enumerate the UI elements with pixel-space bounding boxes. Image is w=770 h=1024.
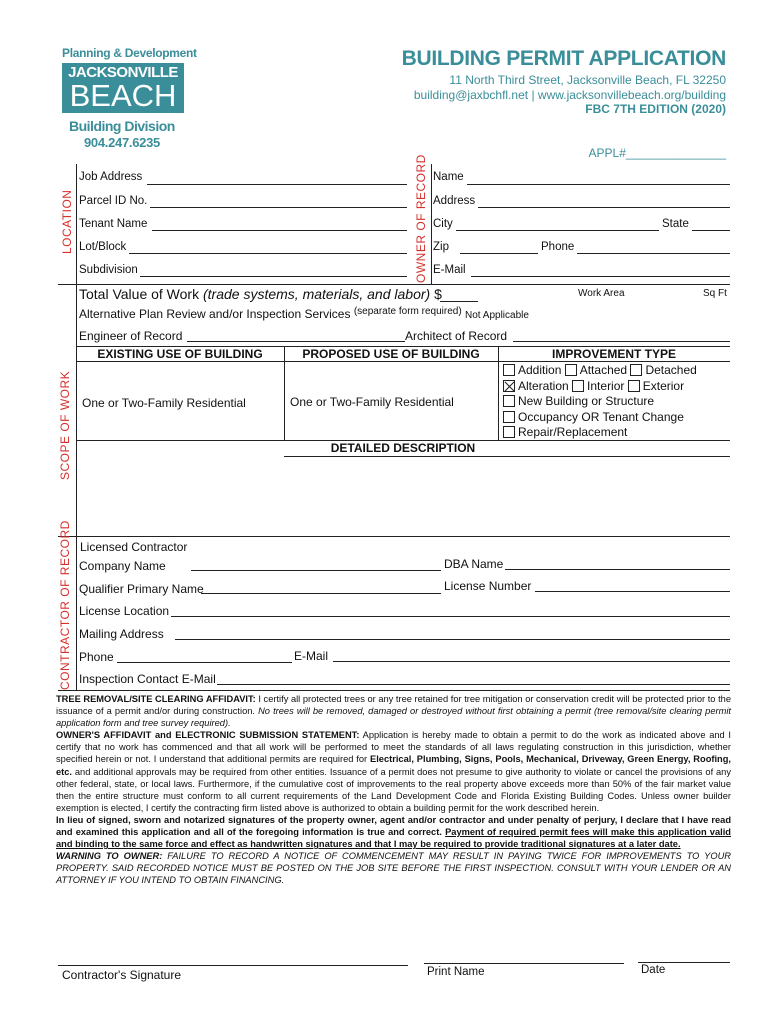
tree-affidavit-text: I certify all protected trees or any tree retained for tree mitigation or conservation credit will be protected prior to the issuance of a permit and/or during construction. (56, 694, 731, 717)
tenant-field[interactable] (152, 230, 407, 231)
owner-affidavit-title: OWNER'S AFFIDAVIT and ELECTRONIC SUBMISSION STATEMENT: (56, 730, 360, 741)
interior-label: Interior (587, 378, 625, 393)
scope-section-label: SCOPE OF WORK (58, 370, 72, 480)
license-number-field[interactable] (535, 591, 730, 592)
dba-label: DBA Name (444, 557, 504, 571)
owner-state-field[interactable] (692, 230, 730, 231)
detailed-description-field[interactable] (78, 457, 728, 535)
proposed-use-header: PROPOSED USE OF BUILDING (302, 347, 480, 361)
alt-review-value[interactable]: Not Applicable (465, 310, 529, 321)
addition-label: Addition (518, 363, 562, 377)
attached-label: Attached (579, 363, 628, 377)
subdivision-label: Subdivision (79, 264, 138, 276)
alt-review-note: (separate form required) (353, 306, 462, 317)
repair-label: Repair/Replacement (518, 425, 628, 439)
exterior-label: Exterior (642, 378, 685, 393)
owner-name-field[interactable] (467, 184, 730, 185)
date-label: Date (641, 964, 666, 976)
improvement-options (503, 363, 697, 441)
owner-affidavit-text2: and additional approvals may be required from other entities. Issuance of a permit does not presume to give authority to violate or cancel the provisions of any other federal, state, or local laws. Furthermore, if the cumulative cost of improvements to the real property above exceeds more than 50% of the fair market value then the entire structure must conform to all current requirements of the Land Development Code and Florida Existing Building Codes. Unless owner builder exemption is elected, I certify the contracting firm listed above is authorized to obtain a building permit for the work described herein. (56, 766, 731, 813)
owner-city-label: City (433, 218, 453, 230)
tenant-label: Tenant Name (79, 218, 148, 230)
alteration-checkbox[interactable] (503, 380, 515, 392)
owner-divider (431, 164, 432, 284)
inspection-email-field[interactable] (217, 684, 730, 685)
detached-checkbox[interactable] (630, 364, 642, 376)
owner-affidavit-permits: Electrical, Plumbing, Signs, Pools, Mechanical, Driveway, Green Energy, Roofing, etc. (56, 754, 732, 777)
owner-affidavit (56, 729, 731, 814)
architect-label: Architect of Record (405, 329, 508, 343)
total-value-label (79, 286, 442, 302)
total-value-field[interactable] (440, 301, 478, 302)
division-name: Building Division (69, 118, 175, 134)
contractor-section-label: CONTRACTOR OF RECORD (58, 520, 72, 690)
qualifier-label: Qualifier Primary Name (79, 582, 204, 596)
dept-name: Planning & Development (62, 46, 197, 60)
office-contact: building@jaxbchfl.net | www.jacksonvillebeach.org/building (413, 88, 726, 102)
owner-affidavit-text1: Application is hereby made to obtain a permit to do the work as indicated above and I certify that no work has commenced and that all work will be performed to meet the standards of all laws regulating construction in this jurisdiction, whether specified herein or not. I understand that additional permits are required for (56, 730, 732, 765)
parcel-field[interactable] (150, 207, 407, 208)
exterior-checkbox[interactable] (628, 380, 640, 392)
owner-zip-field[interactable] (460, 253, 538, 254)
appl-number: APPL#_______________ (588, 146, 726, 160)
form-title: BUILDING PERMIT APPLICATION (401, 47, 726, 70)
location-divider (76, 164, 77, 284)
scope-header-rule (76, 361, 730, 362)
division-phone: 904.247.6235 (84, 135, 160, 150)
owner-address-label: Address (433, 195, 476, 207)
owner-city-field[interactable] (456, 230, 659, 231)
print-name-field[interactable] (424, 963, 624, 964)
scope-divider (76, 284, 77, 536)
city-logo (62, 63, 184, 113)
owner-warning (56, 850, 731, 886)
license-location-label: License Location (79, 604, 170, 618)
legal-text (56, 693, 731, 887)
alt-review-label (79, 306, 529, 321)
existing-use-header: EXISTING USE OF BUILDING (97, 347, 263, 361)
mailing-address-field[interactable] (175, 639, 730, 640)
engineer-label: Engineer of Record (79, 329, 183, 343)
qualifier-field[interactable] (201, 593, 441, 594)
detailed-description-header: DETAILED DESCRIPTION (330, 441, 476, 455)
new-building-checkbox[interactable] (503, 395, 515, 407)
lot-label: Lot/Block (79, 241, 127, 253)
addition-checkbox[interactable] (503, 364, 515, 376)
job-address-label: Job Address (79, 171, 143, 183)
office-address: 11 North Third Street, Jacksonville Beach, FL 32250 (449, 73, 726, 87)
mailing-address-label: Mailing Address (79, 627, 164, 641)
work-area-label: Work Area (578, 288, 625, 299)
print-name-label: Print Name (427, 966, 485, 978)
contractor-signature-label: Contractor's Signature (62, 968, 182, 982)
attached-checkbox[interactable] (565, 364, 577, 376)
contractor-email-label: E-Mail (294, 649, 329, 663)
engineer-field[interactable] (187, 341, 405, 342)
contractor-phone-label: Phone (79, 650, 114, 664)
tree-affidavit-title: TREE REMOVAL/SITE CLEARING AFFIDAVIT: (56, 694, 256, 704)
contractor-signature-field[interactable] (58, 965, 408, 966)
logo-line1: JACKSONVILLE (68, 64, 178, 81)
date-field[interactable] (638, 962, 730, 963)
code-edition: FBC 7TH EDITION (2020) (585, 102, 726, 116)
company-name-label: Company Name (79, 559, 166, 573)
licensed-contractor-label: Licensed Contractor (80, 540, 188, 554)
contractor-email-field[interactable] (333, 661, 730, 662)
warning-text: FAILURE TO RECORD A NOTICE OF COMMENCEMENT MAY RESULT IN PAYING TWICE FOR IMPROVEMENTS TO YOUR PROPERTY. SAID RECORDED NOTICE MUST BE POSTED ON THE JOB SITE BEFORE THE FIRST INSPECTION. CONSULT WITH YOUR LENDER OR AN ATTORNEY IF YOU INTEND TO OBTAIN FINANCING. (56, 851, 731, 886)
col-divider-2 (498, 346, 499, 440)
owner-zip-label: Zip (433, 241, 449, 253)
occupancy-label: Occupancy OR Tenant Change (518, 409, 684, 424)
location-section-label: LOCATION (60, 189, 74, 254)
existing-use-value[interactable]: One or Two-Family Residential (82, 396, 246, 410)
license-location-field[interactable] (171, 616, 730, 617)
inspection-email-label: Inspection Contact E-Mail (79, 672, 216, 686)
logo-line2: BEACH (69, 78, 177, 113)
subdivision-field[interactable] (140, 276, 407, 277)
tree-affidavit (56, 693, 731, 729)
alteration-label: Alteration (518, 378, 569, 393)
lot-field[interactable] (129, 253, 407, 254)
architect-field[interactable] (513, 341, 730, 342)
parcel-label: Parcel ID No. (79, 195, 148, 207)
occupancy-checkbox[interactable] (503, 411, 515, 423)
perjury-text: In lieu of signed, sworn and notarized signatures of the property owner, agent and/or contractor and under penalty of perjury, I declare that I have read and examined this application and all of the foregoing information is true and correct. (56, 814, 731, 838)
contractor-bottom-rule (58, 690, 730, 691)
contractor-divider (76, 536, 77, 690)
proposed-use-value[interactable]: One or Two-Family Residential (290, 395, 454, 409)
col-divider-1 (284, 346, 285, 440)
new-building-label: New Building or Structure (518, 394, 655, 408)
company-name-field[interactable] (191, 570, 441, 571)
interior-checkbox[interactable] (572, 380, 584, 392)
owner-section-label: OWNER OF RECORD (414, 154, 428, 283)
tree-affidavit-italic: No trees will be removed, damaged or destroyed without first obtaining a permit (tree removal/site clearing permit application form and tree survey required). (56, 706, 731, 729)
owner-address-field[interactable] (478, 207, 730, 208)
owner-phone-label: Phone (541, 241, 575, 253)
owner-email-field[interactable] (471, 276, 730, 277)
owner-state-label: State (662, 218, 689, 230)
alt-review-text: Alternative Plan Review and/or Inspection Services (79, 307, 351, 321)
contractor-phone-field[interactable] (117, 662, 292, 663)
license-number-label: License Number (444, 579, 532, 593)
dollar-sign: $ (430, 286, 442, 302)
total-value-note: (trade systems, materials, and labor) (202, 286, 431, 302)
section-rule (58, 284, 730, 285)
warning-title: WARNING TO OWNER: (56, 851, 163, 862)
improvement-type-header: IMPROVEMENT TYPE (551, 347, 676, 361)
owner-email-label: E-Mail (433, 264, 466, 276)
total-value-text: Total Value of Work (79, 286, 203, 302)
dba-field[interactable] (505, 569, 730, 570)
perjury-statement (56, 814, 731, 850)
job-address-field[interactable] (147, 184, 407, 185)
owner-phone-field[interactable] (577, 253, 730, 254)
owner-name-label: Name (433, 171, 464, 183)
sqft-label: Sq Ft (703, 288, 727, 299)
perjury-fees: Payment of required permit fees will make this application valid and binding to the same force and effect as handwritten signatures and that I may be required to provide traditional signatures at a later date. (56, 827, 731, 850)
detached-label: Detached (645, 363, 697, 377)
contractor-top-rule (58, 536, 730, 537)
repair-checkbox[interactable] (503, 426, 515, 438)
